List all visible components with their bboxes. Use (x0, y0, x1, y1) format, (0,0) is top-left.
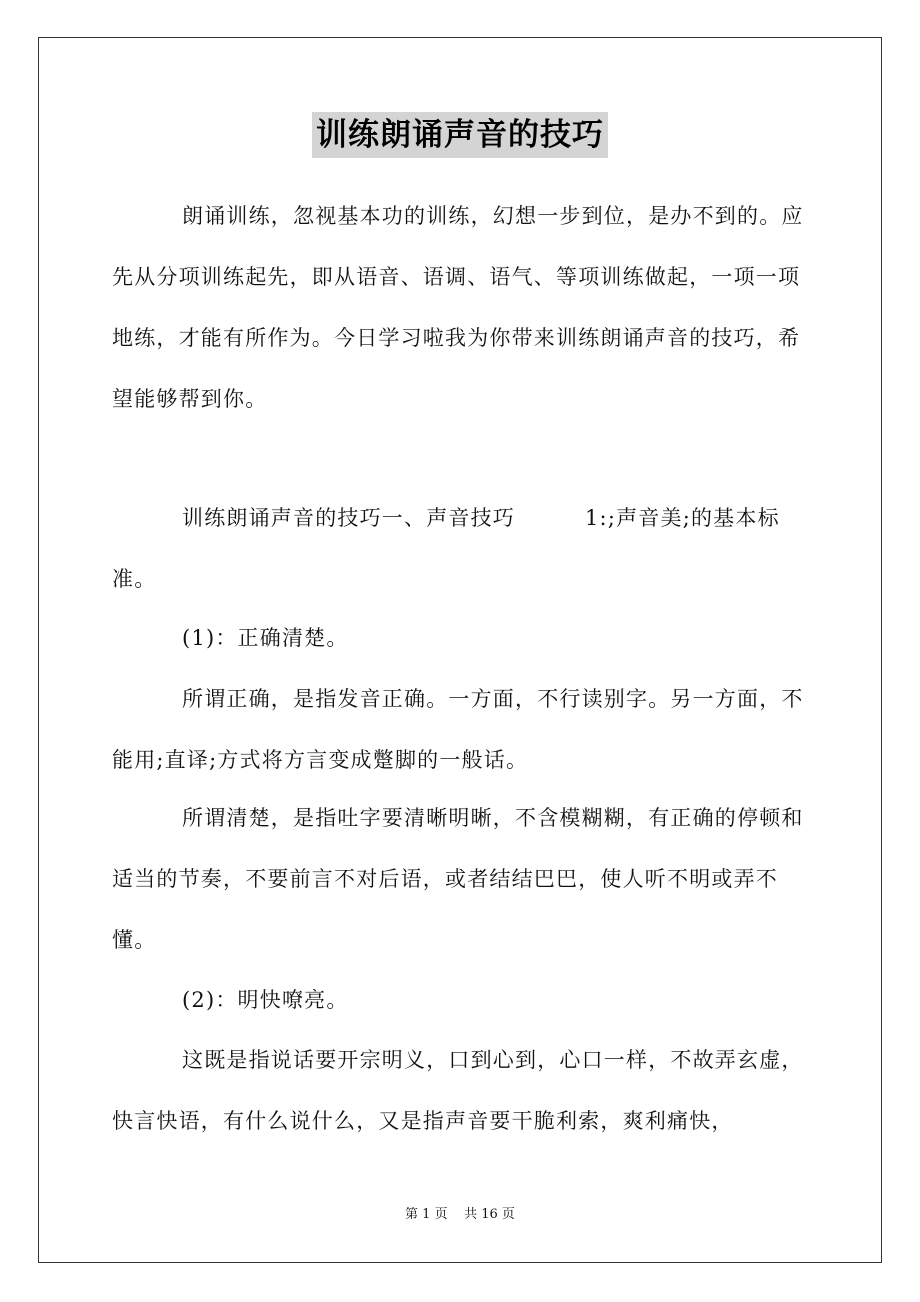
paragraph-clear: 所谓清楚，是指吐字要清晰明晰，不含模糊糊，有正确的停顿和适当的节奏，不要前言不对后语，或者结结巴巴，使人听不明或弄不懂。 (112, 806, 804, 952)
paragraph-point-2: (2)：明快嘹亮。 (182, 988, 349, 1012)
document-title: 训练朗诵声音的技巧 (312, 112, 608, 158)
section-1-text: 1:;声音美;的基本标准。 (112, 506, 780, 591)
paragraph-bright: 这既是指说话要开宗明义，口到心到，心口一样，不故弄玄虚，快言快语，有什么说什么，又是指声音要干脆利索，爽利痛快， (112, 1048, 804, 1133)
page-number: 第 1 页 (405, 1207, 448, 1222)
page-total: 共 16 页 (464, 1207, 515, 1222)
paragraph-section-1 (112, 488, 812, 610)
paragraph-intro: 朗诵训练，忽视基本功的训练，幻想一步到位，是办不到的。应先从分项训练起先，即从语音、语调、语气、等项训练做起，一项一项地练，才能有所作为。今日学习啦我为你带来训练朗诵声音的技巧，希望能够帮到你。 (112, 204, 804, 411)
section-heading: 训练朗诵声音的技巧一、声音技巧 (182, 506, 515, 530)
page-footer (0, 1205, 920, 1225)
paragraph-correct: 所谓正确，是指发音正确。一方面，不行读别字。另一方面，不能用;直译;方式将方言变成蹩脚的一般话。 (112, 687, 804, 772)
title-container (0, 112, 920, 158)
paragraph-point-1: (1)：正确清楚。 (182, 626, 349, 650)
